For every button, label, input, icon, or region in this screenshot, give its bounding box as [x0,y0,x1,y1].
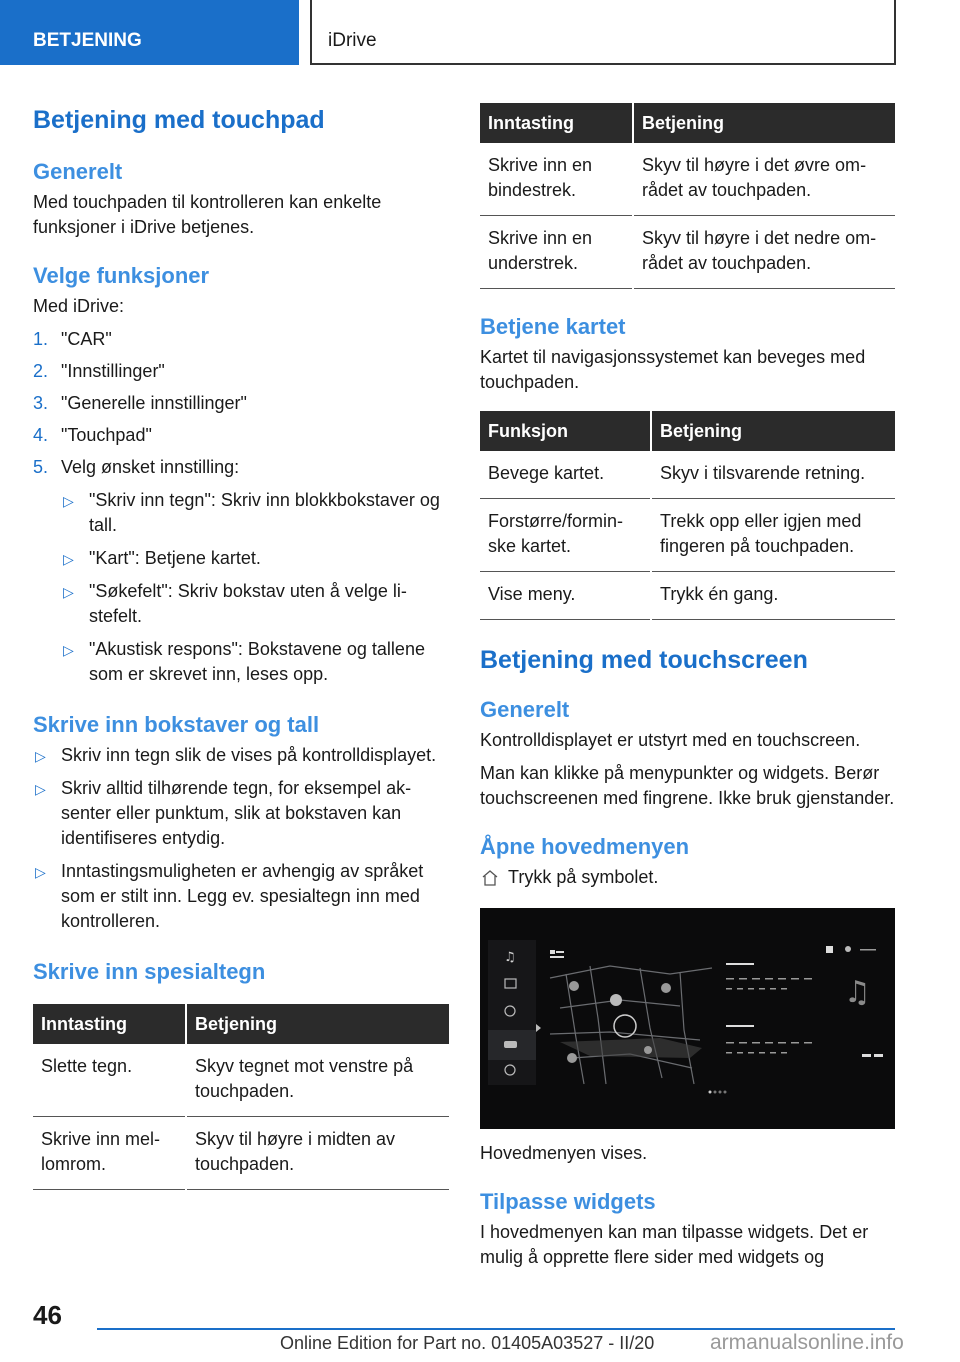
list-item [33,391,449,416]
tilpasse-text: I hovedmenyen kan man tilpasse widgets. Det er mulig å opprette flere sider med widgets og [480,1222,869,1267]
page-number: 46 [33,1300,62,1330]
step-text: "Innstillinger" [61,361,165,381]
step-number: 2. [33,361,49,381]
heading-generelt: Generelt [33,159,123,184]
table-cell: Bevege kartet. [480,451,651,499]
table-cell: Skyv i tilsvarende retning. [651,451,895,499]
heading-kartet: Betjene kartet [480,314,626,339]
section-title: BETJENING [33,30,142,51]
edition-text: Online Edition for Part no. 01405A03527 - II/20 [280,1333,655,1353]
column-header: Funksjon [480,411,651,451]
heading-velge: Velge funksjoner [33,263,210,288]
spesialtegn-table-cont [480,103,895,289]
table-cell: Skrive inn mellomrom. [33,1117,186,1190]
column-header: Betjening [651,411,895,451]
list-item: ▷ "Skriv inn tegn": Skriv inn blokkbokstaver og tall. [63,490,440,535]
step-number: 4. [33,425,49,445]
table-row [480,143,895,216]
table-cell: Skyv tegnet mot venstre på touchpaden. [186,1044,449,1117]
step-number: 3. [33,393,49,413]
list-item: ▷ "Kart": Betjene kartet. [61,546,449,571]
table-row [480,451,895,499]
table-header-row [480,411,895,451]
triangle-bullet-icon: ▷ [63,493,74,509]
velge-intro: Med iDrive: [33,296,125,316]
list-item [33,455,449,480]
table-row [480,499,895,572]
step-text: "CAR" [61,329,112,349]
list-item [33,327,449,352]
column-header: Inntasting [480,103,633,143]
kart-table [480,411,895,620]
table-cell: Skrive inn en understrek. [480,216,633,289]
kart-text: Kartet til navigasjonssystemet kan beveges med touchpaden. [480,347,866,392]
heading-touchscreen: Betjening med touchscreen [480,646,808,674]
left-column [33,100,449,1190]
step-number: 1. [33,329,49,349]
svg-text:♫: ♫ [504,950,516,965]
table-cell: Skrive inn en bindestrek. [480,143,633,216]
triangle-bullet-icon: ▷ [35,781,46,797]
step-number: 5. [33,457,49,477]
column-header: Betjening [186,1004,449,1044]
generelt-text: Med touchpaden til kontrolleren kan enkelte funksjoner i iDrive betjenes. [33,192,382,237]
list-item [33,423,449,448]
heading-generelt-2: Generelt [480,697,570,722]
heading-spesialtegn: Skrive inn spesialtegn [33,959,266,984]
sub-options-list [61,488,449,687]
table-cell: Forstørre/forminske kartet. [480,499,651,572]
triangle-bullet-icon: ▷ [35,864,46,880]
table-row [480,572,895,620]
table-cell: Trykk én gang. [651,572,895,620]
triangle-bullet-icon: ▷ [35,748,46,764]
section-tab [0,0,299,65]
footer-divider [97,1328,895,1330]
heading-skrive: Skrive inn bokstaver og tall [33,712,320,737]
main-menu-screenshot [480,908,895,1129]
triangle-bullet-icon: ▷ [63,551,74,567]
steps-list [33,327,449,480]
column-header: Betjening [633,103,895,143]
table-cell: Skyv til høyre i det nedre området av touchpaden. [633,216,895,289]
column-header: Inntasting [33,1004,186,1044]
touchscreen-text-2: Man kan klikke på menypunkter og widgets. Berør touchscreenen med fingrene. Ikke bruk gjenstander. [480,763,895,808]
table-row [33,1044,449,1117]
table-cell: Trekk opp eller igjen med fingeren på touchpaden. [651,499,895,572]
table-row [33,1117,449,1190]
table-cell: Skyv til høyre i midten av touchpaden. [186,1117,449,1190]
step-text: Velg ønsket innstilling: [61,457,240,477]
apne-text: Trykk på symbolet. [480,865,896,890]
heading-tilpasse: Tilpasse widgets [480,1189,656,1214]
skrive-list [33,743,449,934]
right-column [480,103,896,1270]
main-menu-illustration [480,908,895,1129]
table-header-row [480,103,895,143]
touchscreen-text-1: Kontrolldisplayet er utstyrt med en touchscreen. [480,730,861,750]
step-text: "Touchpad" [61,425,152,445]
triangle-bullet-icon: ▷ [63,584,74,600]
list-item: ▷ "Søkefelt": Skriv bokstav uten å velge listefelt. [63,581,407,626]
table-header-row [33,1004,449,1044]
table-cell: Skyv til høyre i det øvre området av touchpaden. [633,143,895,216]
table-cell: Slette tegn. [33,1044,186,1117]
list-item: ▷ "Akustisk respons": Bokstavene og tallene som er skrevet inn, leses opp. [63,639,425,684]
list-item: ▷ Skriv inn tegn slik de vises på kontrolldisplayet. [33,743,449,768]
heading-hovedmenyen: Åpne hovedmenyen [480,834,690,859]
table-cell: Vise meny. [480,572,651,620]
heading-touchpad: Betjening med touchpad [33,106,325,134]
list-item [33,359,449,384]
step-text: "Generelle innstillinger" [61,393,247,413]
chapter-title: iDrive [328,30,377,51]
list-item: ▷ Inntastingsmuligheten er avhengig av språket som er stilt inn. Legg ev. spesialtegn inn med kontrolleren. [35,861,424,931]
home-icon [480,868,500,888]
triangle-bullet-icon: ▷ [63,642,74,658]
chapter-tab [310,0,896,65]
svg-text:♫: ♫ [844,975,871,1010]
screen-caption: Hovedmenyen vises. [480,1143,648,1163]
table-row [480,216,895,289]
spesialtegn-table [33,1004,449,1190]
list-item: ▷ Skriv alltid tilhørende tegn, for eksempel aksenter eller punktum, slik at bokstaven kan identifiseres entydig. [35,778,412,848]
watermark-text: armanualsonline.info [710,1331,904,1354]
